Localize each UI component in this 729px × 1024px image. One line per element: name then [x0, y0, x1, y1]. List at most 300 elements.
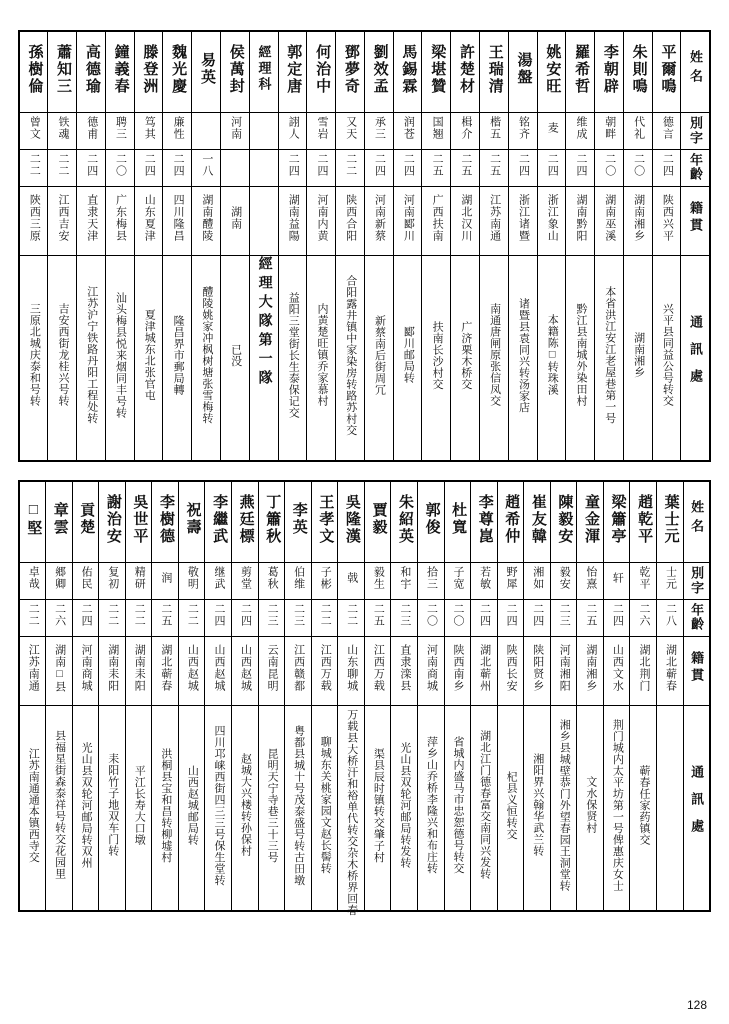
cell-address	[336, 256, 365, 462]
cell-origin	[220, 187, 249, 256]
cell-name	[364, 31, 393, 113]
header-text-alias: 別字	[688, 116, 704, 146]
cell-text-origin: 山东夏津	[143, 194, 156, 242]
cell-origin	[630, 637, 657, 706]
cell-age	[336, 150, 365, 187]
cell-age	[205, 600, 232, 637]
cell-address	[249, 256, 278, 462]
cell-text-age: 二二	[106, 603, 119, 627]
cell-text-age: 一八	[200, 153, 213, 177]
cell-text-address: 荆门城内太平坊第一号俾惠庆女士	[611, 718, 624, 892]
cell-origin	[125, 637, 152, 706]
cell-address	[258, 706, 285, 912]
cell-age	[630, 600, 657, 637]
cell-text-name: 王瑞清	[486, 43, 503, 95]
cell-text-alias: 佑民	[80, 566, 93, 590]
cell-age	[603, 600, 630, 637]
cell-text-origin: 湖北蕲州	[478, 644, 491, 692]
cell-address	[364, 706, 391, 912]
cell-text-alias: 若敏	[478, 566, 491, 590]
cell-text-age: 二〇	[452, 603, 465, 627]
cell-text-age: 二二	[28, 153, 41, 177]
cell-text-origin: 湖南黔阳	[575, 194, 587, 242]
cell-text-origin: 湖北蕲春	[664, 644, 677, 692]
cell-text-origin: 湖南耒阳	[106, 644, 119, 692]
cell-alias	[417, 563, 444, 600]
cell-age	[524, 600, 551, 637]
cell-alias	[480, 113, 509, 150]
cell-text-address: 吉安西街龙桂兴号转	[56, 303, 69, 407]
cell-alias	[178, 563, 205, 600]
cell-text-address: 本籍陈□转珠溪	[546, 314, 559, 396]
cell-age	[285, 600, 312, 637]
cell-address	[393, 256, 422, 462]
cell-origin	[249, 187, 278, 256]
cell-text-alias: 毅生	[372, 566, 385, 590]
cell-text-alias: 郷卿	[53, 566, 66, 590]
cell-address	[19, 256, 48, 462]
cell-text-address: 万载县大桥汗和裕单代转交杂木桥界回春	[345, 709, 358, 916]
cell-text-alias: 敬明	[186, 566, 199, 590]
cell-text-address: 夏津城东北张官屯	[143, 309, 156, 401]
cell-text-alias: 精研	[133, 566, 146, 590]
cell-origin	[46, 637, 73, 706]
cell-text-origin: 河南湘阳	[558, 644, 571, 692]
cell-text-address: 益阳三堂街长生泰保记交	[287, 291, 300, 419]
cell-text-address: 已没	[229, 343, 242, 367]
cell-text-address: 四川邛崃西街四三三号保生堂转	[212, 724, 225, 886]
cell-name	[77, 31, 106, 113]
cell-alias	[336, 113, 365, 150]
cell-text-origin: 山西赵城	[186, 644, 199, 692]
cell-age	[480, 150, 509, 187]
cell-text-age: 二四	[85, 153, 98, 177]
cell-text-name: 王孝文	[317, 493, 334, 545]
cell-text-address: 新蔡南后街周冗	[373, 314, 386, 396]
cell-text-age: 二三	[558, 603, 571, 627]
cell-text-origin: 浙江象山	[546, 194, 559, 242]
cell-text-origin: 河南新蔡	[373, 194, 386, 242]
cell-address	[163, 256, 192, 462]
cell-origin	[258, 637, 285, 706]
cell-origin	[566, 187, 595, 256]
cell-name	[19, 31, 48, 113]
cell-origin	[391, 637, 418, 706]
cell-age	[497, 600, 524, 637]
cell-text-name: 平爾鳴	[659, 43, 676, 95]
cell-text-alias: 伯维	[292, 566, 305, 590]
cell-name	[444, 481, 471, 563]
cell-text-origin: 湖南□县	[53, 643, 66, 693]
cell-text-address: 萍乡山乔桥李隆兴和布庄转	[425, 736, 438, 874]
cell-alias	[46, 563, 73, 600]
cell-origin	[577, 637, 604, 706]
cell-address	[471, 706, 498, 912]
cell-address	[72, 706, 99, 912]
cell-text-age: 二〇	[114, 153, 127, 177]
cell-alias	[285, 563, 312, 600]
cell-text-address: 蕲春任家药镇交	[637, 764, 650, 846]
cell-alias	[550, 563, 577, 600]
header-origin	[681, 187, 710, 256]
cell-age	[550, 600, 577, 637]
cell-alias	[595, 113, 624, 150]
cell-alias	[125, 563, 152, 600]
cell-origin	[192, 187, 221, 256]
cell-address	[125, 706, 152, 912]
cell-name	[623, 31, 652, 113]
cell-text-name: 丁簫秋	[264, 493, 281, 545]
cell-origin	[205, 637, 232, 706]
cell-origin	[336, 187, 365, 256]
cell-text-address: 合阳露井镇中家染房转路苏村交	[344, 274, 357, 436]
cell-age	[258, 600, 285, 637]
cell-age	[391, 600, 418, 637]
header-alias	[681, 113, 710, 150]
cell-origin	[524, 637, 551, 706]
cell-alias	[630, 563, 657, 600]
cell-text-address: 杞县义恒转交	[505, 770, 518, 840]
cell-text-age: 二四	[80, 603, 93, 627]
cell-name	[657, 481, 684, 563]
cell-text-origin: 湖北荆门	[637, 644, 650, 692]
cell-address	[178, 706, 205, 912]
cell-text-age: 二二	[345, 603, 358, 627]
cell-origin	[480, 187, 509, 256]
roster-bottom-mount	[18, 480, 711, 916]
cell-origin	[19, 637, 46, 706]
cell-address	[152, 706, 179, 912]
cell-address	[19, 706, 46, 912]
cell-address	[134, 256, 163, 462]
cell-origin	[285, 637, 312, 706]
cell-text-origin: 山东聊城	[345, 644, 358, 692]
cell-text-alias: 铭齐	[517, 116, 530, 140]
cell-address	[577, 706, 604, 912]
cell-text-origin: 湖南湘乡	[584, 644, 597, 692]
header-text-name: 姓名	[689, 500, 705, 538]
cell-alias	[623, 113, 652, 150]
cell-text-origin: 陕西长安	[505, 644, 518, 692]
cell-alias	[338, 563, 365, 600]
cell-text-age: 二二	[319, 603, 332, 627]
table-row-origin	[19, 637, 710, 706]
cell-address	[652, 256, 681, 462]
cell-name	[99, 481, 126, 563]
cell-text-alias: 雪岩	[315, 116, 328, 140]
cell-text-alias: 和宇	[398, 566, 411, 590]
header-name	[681, 31, 710, 113]
cell-text-alias: 廉性	[172, 116, 185, 140]
cell-text-address: 耒阳竹子地双车门转	[106, 753, 119, 857]
cell-text-alias: 剪堂	[239, 566, 252, 590]
cell-origin	[364, 187, 393, 256]
cell-age	[577, 600, 604, 637]
cell-alias	[537, 113, 566, 150]
cell-text-origin: 山西赵城	[239, 644, 252, 692]
cell-text-origin: 河南商城	[80, 644, 93, 692]
cell-origin	[364, 637, 391, 706]
cell-text-alias: 铁魂	[56, 116, 69, 140]
cell-age	[220, 150, 249, 187]
cell-age	[508, 150, 537, 187]
header-text-origin: 籍貫	[688, 201, 704, 235]
cell-address	[451, 256, 480, 462]
table-row-alias	[19, 563, 710, 600]
cell-age	[125, 600, 152, 637]
cell-text-age: 二五	[488, 153, 501, 177]
cell-text-address: 江苏南通通本镇西寺交	[27, 747, 40, 863]
cell-text-name: 李繼武	[211, 493, 228, 545]
cell-text-origin: 湖北汉川	[459, 194, 472, 242]
cell-text-address: 本省洪江安江老屋巷第一号	[603, 286, 616, 424]
cell-alias	[566, 113, 595, 150]
cell-address	[497, 706, 524, 912]
cell-text-name: 姚安旺	[544, 43, 561, 95]
cell-text-origin: 直隶天津	[85, 194, 98, 242]
header-origin	[683, 637, 710, 706]
cell-name	[508, 31, 537, 113]
cell-text-origin: 四川隆昌	[172, 194, 185, 242]
cell-name	[537, 31, 566, 113]
cell-text-alias: 曾文	[28, 116, 41, 140]
cell-origin	[422, 187, 451, 256]
cell-name	[105, 31, 134, 113]
cell-text-age: 二二	[344, 153, 357, 177]
cell-text-origin: 江西万载	[319, 644, 332, 692]
cell-address	[630, 706, 657, 912]
cell-text-name: 賈毅	[370, 502, 387, 536]
cell-text-address: 南通唐闸原张信凤交	[488, 303, 501, 407]
cell-name	[480, 31, 509, 113]
cell-age	[364, 600, 391, 637]
cell-text-address: 内黄楚旺镇乔家慕村	[315, 303, 328, 407]
table-row-name	[19, 481, 710, 563]
cell-text-age: 二五	[459, 153, 472, 177]
cell-text-age: 二〇	[632, 153, 645, 177]
cell-text-name: 謝治安	[104, 493, 121, 545]
roster-table-bottom	[18, 480, 711, 916]
cell-origin	[48, 187, 77, 256]
cell-text-name: 劉效孟	[371, 43, 388, 95]
cell-age	[338, 600, 365, 637]
cell-text-name: 鐘義春	[112, 43, 129, 95]
cell-text-age: 二五	[584, 603, 597, 627]
table-gap	[18, 462, 711, 480]
cell-text-address: 广济栗木桥交	[459, 320, 472, 390]
cell-name	[497, 481, 524, 563]
cell-age	[364, 150, 393, 187]
header-text-origin: 籍貫	[689, 651, 705, 685]
cell-text-alias: 毅安	[558, 566, 571, 590]
cell-text-alias: 聘三	[114, 116, 127, 140]
cell-text-name: 高德瑜	[83, 43, 100, 95]
cell-age	[163, 150, 192, 187]
cell-text-age: 二四	[172, 153, 185, 177]
cell-text-origin: 浙江诸暨	[517, 194, 530, 242]
cell-address	[524, 706, 551, 912]
cell-text-alias: 润苍	[402, 116, 415, 140]
cell-name	[393, 31, 422, 113]
cell-text-origin: 江西赣都	[292, 644, 305, 692]
cell-text-address: 江苏沪宁铁路丹阳工程处转	[85, 286, 98, 424]
cell-text-age: 二三	[266, 603, 279, 627]
cell-age	[77, 150, 106, 187]
cell-text-origin: 陕西南乡	[452, 644, 465, 692]
cell-text-alias: 怡熹	[584, 566, 597, 590]
cell-text-age: 二四	[478, 603, 491, 627]
cell-text-origin: 湖北蕲春	[159, 644, 172, 692]
cell-text-origin: 河南内黄	[315, 194, 328, 242]
cell-name	[311, 481, 338, 563]
cell-address	[307, 256, 336, 462]
cell-origin	[178, 637, 205, 706]
cell-origin	[152, 637, 179, 706]
table-row-address	[19, 256, 710, 462]
cell-name	[630, 481, 657, 563]
header-text-address: 通訊處	[688, 314, 704, 396]
cell-text-age: 二三	[398, 603, 411, 627]
cell-name	[336, 31, 365, 113]
cell-text-age: 二二	[56, 153, 69, 177]
cell-text-origin: 山西文水	[611, 644, 624, 692]
cell-text-age: 二五	[372, 603, 385, 627]
cell-text-alias: 士元	[664, 566, 677, 590]
cell-age	[249, 150, 278, 187]
cell-text-address: 扶南长沙村交	[431, 320, 444, 390]
cell-text-origin: 湖南湘乡	[632, 194, 645, 242]
cell-address	[417, 706, 444, 912]
table-row-age	[19, 600, 710, 637]
cell-text-origin: 山西赵城	[212, 644, 225, 692]
cell-text-age: 二四	[287, 153, 300, 177]
cell-text-address: 文水保贤村	[584, 776, 597, 834]
cell-origin	[77, 187, 106, 256]
cell-age	[278, 150, 307, 187]
cell-name	[134, 31, 163, 113]
cell-text-origin: 湖南	[229, 206, 242, 230]
cell-text-address: 湖北江门德春富交南同兴发转	[478, 730, 491, 880]
cell-text-alias: 维成	[575, 116, 587, 140]
cell-text-name: 羅希哲	[573, 43, 590, 95]
cell-text-age: 二六	[53, 603, 66, 627]
cell-origin	[444, 637, 471, 706]
cell-name	[338, 481, 365, 563]
cell-text-address: 洪桐县宝和昌转柳墟村	[159, 747, 172, 863]
cell-text-origin: 河南郾川	[402, 194, 415, 242]
cell-text-age: 二五	[159, 603, 172, 627]
cell-origin	[451, 187, 480, 256]
cell-text-name: 滕登洲	[141, 43, 158, 95]
cell-alias	[19, 113, 48, 150]
cell-text-origin: 江苏南通	[27, 644, 40, 692]
cell-address	[422, 256, 451, 462]
cell-name	[566, 31, 595, 113]
cell-alias	[278, 113, 307, 150]
cell-text-alias: 笃其	[143, 116, 156, 140]
cell-age	[152, 600, 179, 637]
cell-text-alias: 国翘	[431, 116, 444, 140]
cell-alias	[152, 563, 179, 600]
cell-text-age: 二四	[531, 603, 544, 627]
cell-age	[99, 600, 126, 637]
cell-origin	[232, 637, 259, 706]
cell-text-age: 二四	[402, 153, 415, 177]
cell-name	[524, 481, 551, 563]
cell-address	[285, 706, 312, 912]
cell-origin	[19, 187, 48, 256]
header-text-alias: 別字	[689, 566, 705, 596]
cell-origin	[105, 187, 134, 256]
cell-text-name: 梁堪贊	[429, 43, 446, 95]
cell-address	[99, 706, 126, 912]
cell-text-alias: 楷五	[488, 116, 501, 140]
cell-text-alias: 德言	[661, 116, 674, 140]
cell-address	[391, 706, 418, 912]
cell-text-origin: 河南商城	[425, 644, 438, 692]
cell-origin	[550, 637, 577, 706]
cell-origin	[595, 187, 624, 256]
cell-text-name: 孫樹倫	[26, 43, 43, 95]
cell-name	[249, 31, 278, 113]
cell-text-address: 昆明天宁寺巷三十三号	[266, 747, 279, 863]
cell-age	[595, 150, 624, 187]
cell-text-name: 侯萬封	[227, 43, 244, 95]
cell-origin	[72, 637, 99, 706]
cell-alias	[307, 113, 336, 150]
cell-text-address: 诸暨县袁同兴转汤家店	[517, 297, 530, 413]
cell-origin	[311, 637, 338, 706]
cell-address	[105, 256, 134, 462]
cell-age	[451, 150, 480, 187]
cell-origin	[134, 187, 163, 256]
cell-origin	[508, 187, 537, 256]
cell-alias	[192, 113, 221, 150]
cell-alias	[508, 113, 537, 150]
cell-name	[152, 481, 179, 563]
cell-address	[595, 256, 624, 462]
cell-text-address: 光山县双轮河邮局转发转	[398, 741, 411, 869]
cell-name	[391, 481, 418, 563]
header-address	[683, 706, 710, 912]
cell-text-origin: 湖南益陽	[287, 194, 300, 242]
cell-text-address: 兴平县同益公号转交	[661, 303, 674, 407]
cell-text-alias: 卓哉	[27, 566, 40, 590]
cell-name	[285, 481, 312, 563]
cell-address	[48, 256, 77, 462]
cell-text-address: 三原北城庆泰和号转	[28, 303, 41, 407]
cell-origin	[497, 637, 524, 706]
cell-text-address: 平江长寿大口墩	[133, 764, 146, 846]
cell-text-address: 郾川邮局转	[402, 326, 415, 384]
cell-text-name: 燕廷標	[237, 493, 254, 545]
cell-text-address: 赵城大兴楼转孙保村	[239, 753, 252, 857]
cell-text-address: 湘阳界兴翰华武兰转	[531, 753, 544, 857]
table-row-name	[19, 31, 710, 113]
cell-text-name: 許楚材	[457, 43, 474, 95]
cell-text-alias: 子宽	[452, 566, 465, 590]
cell-origin	[537, 187, 566, 256]
cell-text-name: 杜寬	[450, 502, 467, 536]
table-row-origin	[19, 187, 710, 256]
cell-text-name: 湯盤	[515, 52, 532, 86]
cell-text-name: 魏光慶	[170, 43, 187, 95]
cell-name	[550, 481, 577, 563]
cell-name	[19, 481, 46, 563]
cell-name	[220, 31, 249, 113]
cell-text-name: 李樹德	[157, 493, 174, 545]
cell-address	[232, 706, 259, 912]
